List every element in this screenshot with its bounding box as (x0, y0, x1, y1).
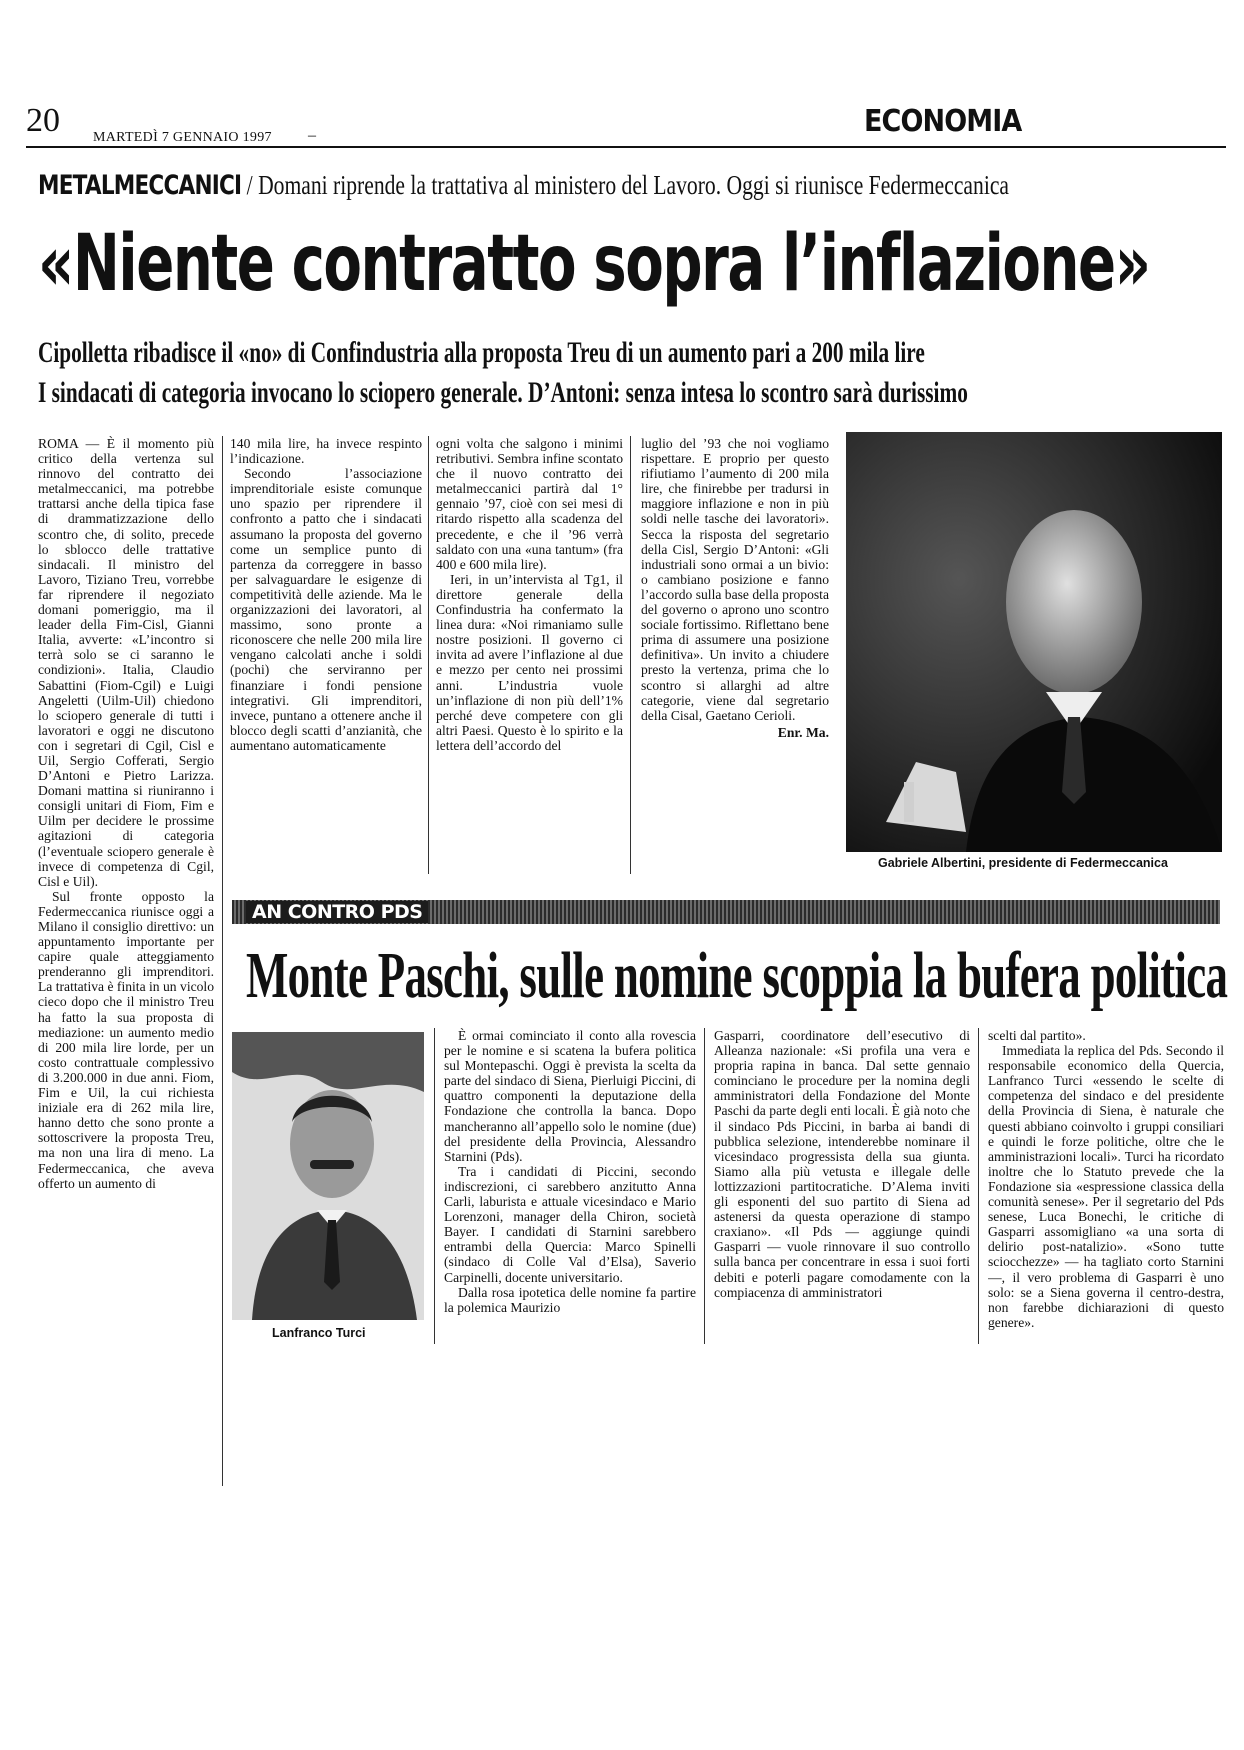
issue-date: MARTEDÌ 7 GENNAIO 1997 (93, 130, 272, 145)
story1-column-3 (436, 436, 623, 872)
column-divider (978, 1028, 979, 1344)
story2-kicker-bar (232, 900, 1220, 924)
paragraph: Immediata la replica del Pds. Secondo il responsabile economico della Quercia, Lanfranco Turci «essendo le scelte di competenza del sindaco e del presidente della Provincia di Siena, è naturale che questi abbiano coinvolto i gruppi consiliari e quindi le forze politiche, oltre che le amministrazioni locali». Turci ha ricordato inoltre che lo Statuto prevede che la Fondazione sia «espressione classica della comunità senese». Per il segretario del Pds senese, Luca Bonechi, le critiche di Gasparri assomigliano «a una sorta di delirio post-natalizio». «Sono tutte sciocchezze» — ha tagliato corto Starnini —, il vero problema di Gasparri è uno solo: se a Siena governa il centro-destra, non farebbe dichiarazioni di questo genere». (988, 1043, 1224, 1330)
portrait-illustration (846, 432, 1222, 852)
header-dash: – (308, 127, 316, 144)
byline: Enr. Ma. (777, 724, 829, 740)
paragraph: ogni volta che salgono i minimi retributivi. Sembra infine scontato che il nuovo contratto dei metalmeccanici partirà dal 1° gennaio ’97, cioè con sei mesi di ritardo rispetto alla scadenza del precedente, e che il ’96 verrà saldato con una «una tantum» (fra 400 e 600 mila lire). (436, 436, 623, 572)
story1-kicker (38, 170, 1010, 201)
page-number: 20 (26, 102, 60, 139)
albertini-caption: Gabriele Albertini, presidente di Federmeccanica (878, 856, 1168, 870)
story2-column-1 (444, 1028, 696, 1346)
story2-column-3 (988, 1028, 1224, 1346)
portrait-illustration (232, 1032, 424, 1320)
turci-photo (232, 1032, 424, 1320)
column-divider (630, 436, 631, 874)
column-divider (434, 1028, 435, 1344)
paragraph: Gasparri, coordinatore dell’esecutivo di Alleanza nazionale: «Si profila una vera e propria rapina in banca. Dal sette gennaio cominciano le procedure per la nomina degli amministratori della Fondazione del Monte Paschi da parte degli enti locali. È già noto che il sindaco Pds Piccini, in barba ai bandi di pubblica selezione, intenderebbe nominare il vicesindaco progressista della sua giunta. Siamo alla più vetusta e illegale delle lottizzazioni partitocratiche. D’Alema inviti gli esponenti del suo partito di Siena ad astenersi da questa operazione di stampo craxiano». «Il Pds — aggiunge quindi Gasparri — vuole rinnovare il suo controllo sulla banca per concentrare in essa i suoi forti debiti e poterli pagare comodamente con la compiacenza di amministratori (714, 1028, 970, 1300)
paragraph: ROMA — È il momento più critico della vertenza sul rinnovo del contratto dei metalmeccanici, ma potrebbe trattarsi anche della tipica fase di drammatizzazione dello scontro che, di solito, precede lo sblocco delle trattative sindacali. Il ministro del Lavoro, Tiziano Treu, vorrebbe far riprendere il negoziato domani pomeriggio, ma il leader della Fim-Cisl, Gianni Italia, avverte: «L’incontro si terrà solo se ci saranno le condizioni». Italia, Claudio Sabattini (Fiom-Cgil) e Luigi Angeletti (Uilm-Uil) chiedono lo sciopero generale di tutti i lavoratori e oggi ne discutono con i segretari di Cgil, Cisl e Uil, Sergio Cofferati, Sergio D’Antoni e Pietro Larizza. Domani mattina si riuniranno i consigli unitari di Fiom, Fim e Uilm per decidere le prossime agitazioni di categoria (l’eventuale sciopero generale è invece di competenza di Cgil, Cisl e Uil). (38, 436, 214, 889)
story1-subhead-1: Cipolletta ribadisce il «no» di Confindustria alla proposta Treu di un aumento pari a 200 mila lire (38, 336, 925, 369)
story1-subhead-2: I sindacati di categoria invocano lo sciopero generale. D’Antoni: senza intesa lo scontro sarà durissimo (38, 376, 968, 409)
paragraph: luglio del ’93 che noi vogliamo rispettare. E proprio per questo rifiutiamo l’aumento di 200 mila lire, che finirebbe per tradursi in maggiore inflazione e non in più soldi nelle tasche dei lavoratori». Secca la risposta del segretario della Cisl, Sergio D’Antoni: «Gli industriali sono ormai a un bivio: o cambiano posizione e fanno l’accordo sulla base della proposta del governo o aprono uno scontro sociale fortissimo. Riflettano bene prima di assumere una posizione definitiva». Un invito a chiudere presto la vertenza, prima che lo scontro si allarghi ad altre categorie, viene dal segretario della Cisal, Gaetano Cerioli. (641, 436, 829, 723)
section-title: ECONOMIA (864, 104, 1022, 139)
paragraph: È ormai cominciato il conto alla rovescia per le nomine e si scatena la bufera politica sul Montepaschi. Oggi è prevista la scelta da parte del sindaco di Siena, Pierluigi Piccini, di quattro componenti la deputazione della Fondazione che controlla la banca. Dopo mancheranno all’appello solo le nomine (due) del presidente della Provincia, Alessandro Starnini (Pds). (444, 1028, 696, 1164)
header-rule (26, 146, 1226, 148)
story1-headline: «Niente contratto sopra l’inflazione» (38, 219, 1150, 309)
albertini-photo (846, 432, 1222, 852)
column-divider (704, 1028, 705, 1344)
story2-headline: Monte Paschi, sulle nomine scoppia la bufera politica (246, 939, 1228, 1012)
kicker-text: / Domani riprende la trattativa al ministero del Lavoro. Oggi si riunisce Federmeccanica (246, 170, 1010, 200)
paragraph: Secondo l’associazione imprenditoriale esiste comunque uno spazio per riprendere il confronto a patto che i sindacati assumano la proposta del governo come un semplice punto di partenza da correggere in basso per salvaguardare le esigenze di competitività delle aziende. Ma le organizzazioni dei lavoratori, al massimo, sono pronte a riconoscere che nelle 200 mila lire vengano calcolati anche i soldi (pochi) che serviranno per finanziare i fondi pensione integrativi. Gli imprenditori, invece, puntano a ottenere anche il blocco degli scatti d’anzianità, che aumentano automaticamente (230, 466, 422, 753)
paragraph: 140 mila lire, ha invece respinto l’indicazione. (230, 436, 422, 467)
story1-column-1 (38, 436, 214, 1484)
kicker-tag: METALMECCANICI (38, 170, 242, 201)
column-divider (428, 436, 429, 874)
story1-column-2 (230, 436, 422, 872)
paragraph: Sul fronte opposto la Federmeccanica riunisce oggi a Milano il consiglio direttivo: un appuntamento importante per capire quale atteggiamento prenderanno gli imprenditori. La trattativa è finita in un vicolo cieco dopo che il ministro Treu ha fatto la sua proposta di mediazione: un aumento medio di 200 mila lire lorde, per un costo contrattuale complessivo di 3.200.000 in due anni. Fiom, Fim e Uil, la cui richiesta iniziale era di 262 mila lire, hanno detto che sono pronte a sottoscrivere la proposta Treu, ma non una lira di meno. La Federmeccanica, che aveva offerto un aumento di (38, 888, 214, 1191)
story2-kicker: AN CONTRO PDS (246, 901, 428, 923)
story1-column-4 (641, 436, 829, 886)
column-divider (222, 436, 223, 1486)
story2-column-2 (714, 1028, 970, 1346)
paragraph: Tra i candidati di Piccini, secondo indiscrezioni, ci sarebbero anzitutto Anna Carli, laburista e attuale vicesindaco e Mario Lorenzoni, manager della Chiron, società Bayer. I candidati di Starnini sarebbero entrambi della Quercia: Marco Spinelli (sindaco di Colle Val d’Elsa), Saverio Carpinelli, docente universitario. (444, 1163, 696, 1285)
turci-caption: Lanfranco Turci (272, 1326, 366, 1340)
paragraph: Ieri, in un’intervista al Tg1, il direttore generale della Confindustria ha confermato la linea dura: «Noi rimaniamo sulle nostre posizioni. Il governo ci invita ad avere l’inflazione al due e mezzo per cento nei prossimi anni. L’industria vuole un’inflazione di non più dell’1% perché deve competere con gli altri Paesi. Questo è lo spirito e la lettera dell’accordo del (436, 571, 623, 753)
paragraph: Dalla rosa ipotetica delle nomine fa partire la polemica Maurizio (444, 1284, 696, 1315)
paragraph: scelti dal partito». (988, 1028, 1086, 1043)
